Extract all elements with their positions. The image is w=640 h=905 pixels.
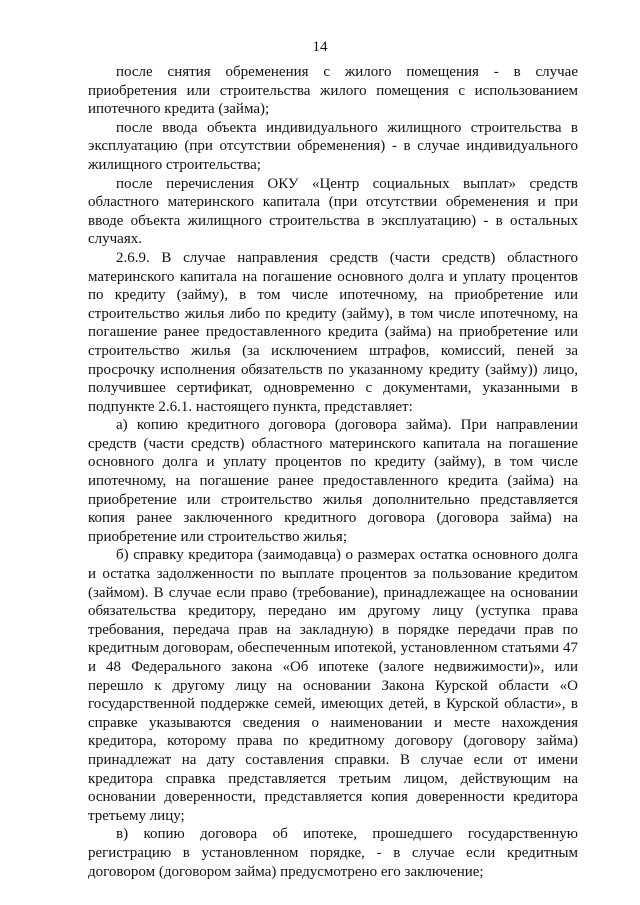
- paragraph-after-encumbrance-removal: после снятия обременения с жилого помещения - в случае приобретения или строительства жилого помещения с использованием ипотечного кредита (займа);: [88, 64, 578, 118]
- paragraph-item-b: б) справку кредитора (заимодавца) о размерах остатка основного долга и остатка задолженности по выплате процентов за пользование кредитом (займом). В случае если право (требование), принадлежащее на основании обязательства кредитору, передано им другому лицу (уступка права требования, передача прав на закладную) в порядке передачи прав по кредитным договорам, обеспеченным ипотекой, установленном статьями 47 и 48 Федерального закона «Об ипотеке (залоге недвижимости)», или перешло к другому лицу на основании Закона Курской области «О государственной поддержке семей, имеющих детей, в Курской области», в справке указываются сведения о наименовании и месте нахождения кредитора, которому права по кредитному договору (договору займа) принадлежат на дату составления справки. В случае если от имени кредитора справка представляется третьим лицом, действующим на основании доверенности, представляется копия доверенности кредитора третьему лицу;: [88, 547, 578, 824]
- paragraph-item-a: а) копию кредитного договора (договора займа). При направлении средств (части средств) областного материнского капитала на погашение основного долга и уплату процентов по кредиту (займу), в том числе ипотечному, на погашение ранее предоставленного кредита (займа) на приобретение или строительство жилья дополнительно представляется копия ранее заключенного кредитного договора (договора займа) на приобретение или строительство жилья;: [88, 417, 578, 545]
- document-body: [88, 63, 578, 881]
- paragraph-after-commissioning: после ввода объекта индивидуального жилищного строительства в эксплуатацию (при отсутствии обременения) - в случае индивидуального жилищного строительства;: [88, 119, 578, 173]
- paragraph-item-v: в) копию договора об ипотеке, прошедшего государственную регистрацию в установленном порядке, - в случае если кредитным договором (договором займа) предусмотрено его заключение;: [88, 826, 578, 880]
- paragraph-clause-2-6-9: 2.6.9. В случае направления средств (части средств) областного материнского капитала на погашение основного долга и уплату процентов по кредиту (займу), в том числе ипотечному, на приобретение или строительство жилья либо по кредиту (займу), в том числе ипотечному, на погашение ранее предоставленного кредита (займа) на приобретение или строительство жилья (за исключением штрафов, комиссий, пеней за просрочку исполнения обязательств по указанному кредиту (займу)) лицо, получившее сертификат, одновременно с документами, указанными в подпункте 2.6.1. настоящего пункта, представляет:: [88, 249, 578, 415]
- page-number: 14: [312, 39, 328, 55]
- paragraph-after-transfer: после перечисления ОКУ «Центр социальных выплат» средств областного материнского капитала (при отсутствии обременения и при вводе объекта жилищного строительства в эксплуатацию) - в остальных случаях.: [88, 175, 578, 248]
